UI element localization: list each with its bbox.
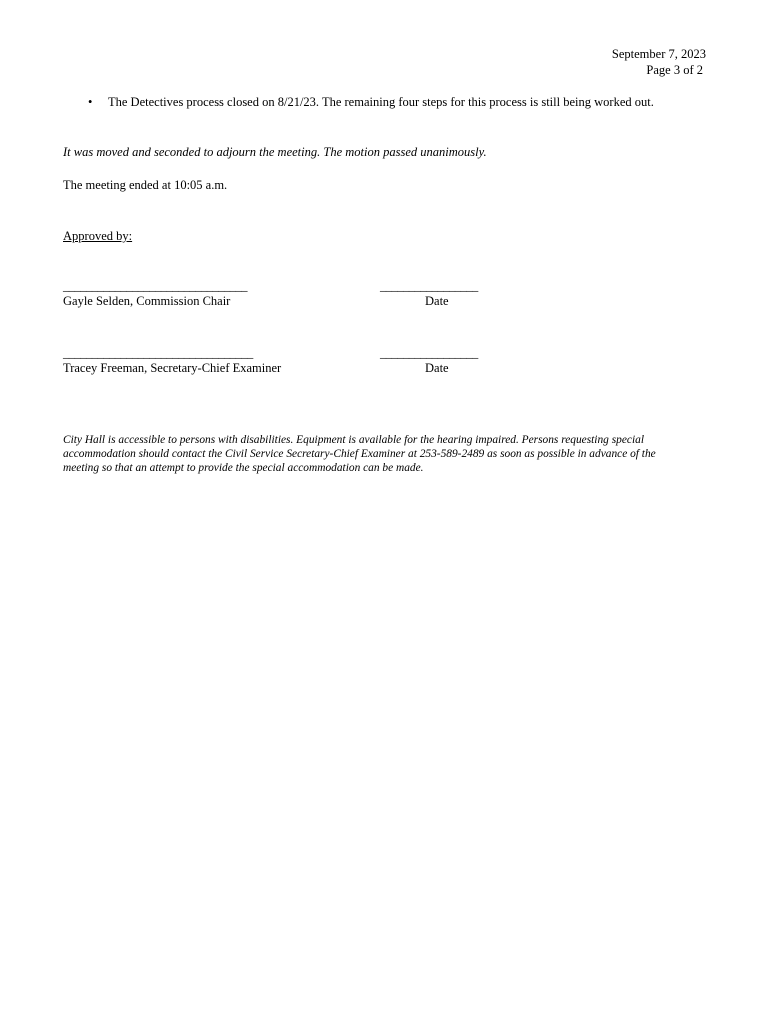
date-label-chair: Date	[425, 294, 449, 308]
date-label-secretary: Date	[425, 361, 449, 375]
motion-statement: It was moved and seconded to adjourn the meeting. The motion passed unanimously.	[63, 145, 487, 159]
approved-by-label: Approved by:	[63, 229, 133, 243]
accessibility-notice-line-3: meeting so that an attempt to provide the special accommodation can be made.	[63, 462, 424, 474]
header-page-number: Page 3 of 2	[646, 63, 703, 77]
date-line-chair: _________________	[380, 279, 478, 293]
signer-name-chair: Gayle Selden, Commission Chair	[63, 294, 231, 308]
bullet-text: The Detectives process closed on 8/21/23. The remaining four steps for this process is still being worked out.	[108, 95, 654, 109]
meeting-end-statement: The meeting ended at 10:05 a.m.	[63, 178, 228, 192]
signer-name-secretary: Tracey Freeman, Secretary-Chief Examiner	[63, 361, 282, 375]
accessibility-notice-line-2: accommodation should contact the Civil Service Secretary-Chief Examiner at 253-589-2489 as soon as possible in advance of the	[63, 448, 656, 460]
signature-line-chair: ________________________________	[63, 279, 247, 293]
header-date: September 7, 2023	[611, 47, 706, 61]
bullet-marker: •	[88, 95, 93, 109]
signature-line-secretary: _________________________________	[63, 346, 253, 360]
accessibility-notice-line-1: City Hall is accessible to persons with disabilities. Equipment is available for the hearing impaired. Persons requesting special	[63, 434, 644, 446]
accessibility-notice	[63, 433, 723, 475]
date-line-secretary: _________________	[380, 346, 478, 360]
